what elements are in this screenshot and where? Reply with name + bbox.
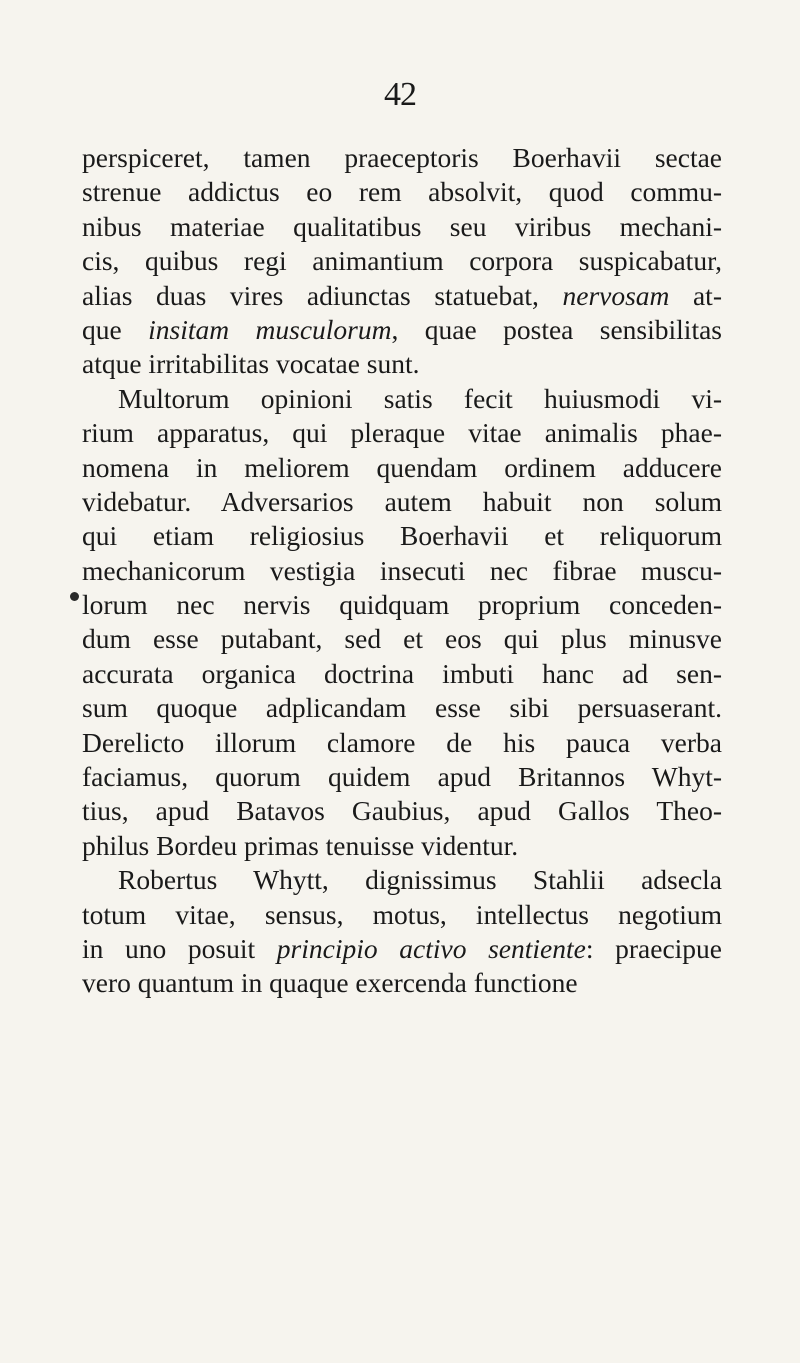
text-line [82,760,722,794]
text-line [82,416,722,450]
text-segment: Robertus Whytt, dignissimus Stahlii adsecla [118,864,722,896]
text-segment: lorum nec nervis quidquam proprium conceden- [82,589,722,621]
text-segment: tius, apud Batavos Gaubius, apud Gallos Theo- [82,795,722,827]
text-segment: alias duas vires adiunctas statuebat, [82,279,563,311]
text-line [82,794,722,828]
text-line [82,622,722,656]
text-segment: in uno posuit [82,932,277,964]
text-segment: perspiceret, tamen praeceptoris Boerhavii sectae [82,142,722,173]
text-segment: accurata organica doctrina imbuti hanc ad sen- [82,657,722,689]
text-line [82,691,722,725]
text-line [82,519,722,553]
text-line [82,726,722,760]
text-line [82,485,722,519]
text-segment: philus Bordeu primas tenuisse videntur. [82,829,519,861]
text-line [82,347,722,381]
text-segment: vero quantum in quaque exercenda functione [82,967,578,999]
text-line [82,313,722,347]
text-line [82,451,722,485]
text-line [82,279,722,313]
text-segment: , quae postea sensibilitas [391,313,722,345]
text-line [82,863,722,897]
text-segment: Multorum opinioni satis fecit huiusmodi vi- [118,382,722,414]
italic-text: principio activo sentiente [276,932,586,964]
text-line [82,244,722,278]
italic-text: nervosam [562,279,670,311]
margin-mark [70,592,79,601]
text-line [82,898,722,932]
text-segment: faciamus, quorum quidem apud Britannos Whyt- [82,761,722,793]
text-segment: strenue addictus eo rem absolvit, quod commu- [82,176,722,208]
text-segment: nomena in meliorem quendam ordinem adducere [82,451,722,483]
text-segment: videbatur. Adversarios autem habuit non solum [82,485,722,517]
body-text [82,141,722,1001]
text-segment: mechanicorum vestigia insecuti nec fibrae muscu- [82,554,722,586]
text-segment: rium apparatus, qui pleraque vitae animalis phae- [82,417,722,449]
italic-text: insitam musculorum [148,313,392,345]
text-segment: que [82,313,149,345]
text-line [82,210,722,244]
text-line [82,382,722,416]
text-segment: dum esse putabant, sed et eos qui plus minusve [82,623,722,655]
page-number: 42 [384,76,416,113]
text-line [82,588,722,622]
text-segment: totum vitae, sensus, motus, intellectus negotium [82,898,722,930]
text-line [82,657,722,691]
text-line [82,966,722,1000]
text-segment: at- [669,279,722,311]
text-line [82,829,722,863]
text-segment: : praecipue [585,932,722,964]
text-segment: Derelicto illorum clamore de his pauca verba [82,726,722,758]
text-segment: atque irritabilitas vocatae sunt. [82,348,420,380]
text-segment: nibus materiae qualitatibus seu viribus mechani- [82,210,722,242]
text-segment: sum quoque adplicandam esse sibi persuaserant. [82,692,722,724]
text-line [82,932,722,966]
text-line [82,175,722,209]
text-segment: qui etiam religiosius Boerhavii et reliquorum [82,520,722,552]
text-line [82,554,722,588]
text-segment: cis, quibus regi animantium corpora suspicabatur, [82,245,722,277]
text-line [82,141,722,175]
